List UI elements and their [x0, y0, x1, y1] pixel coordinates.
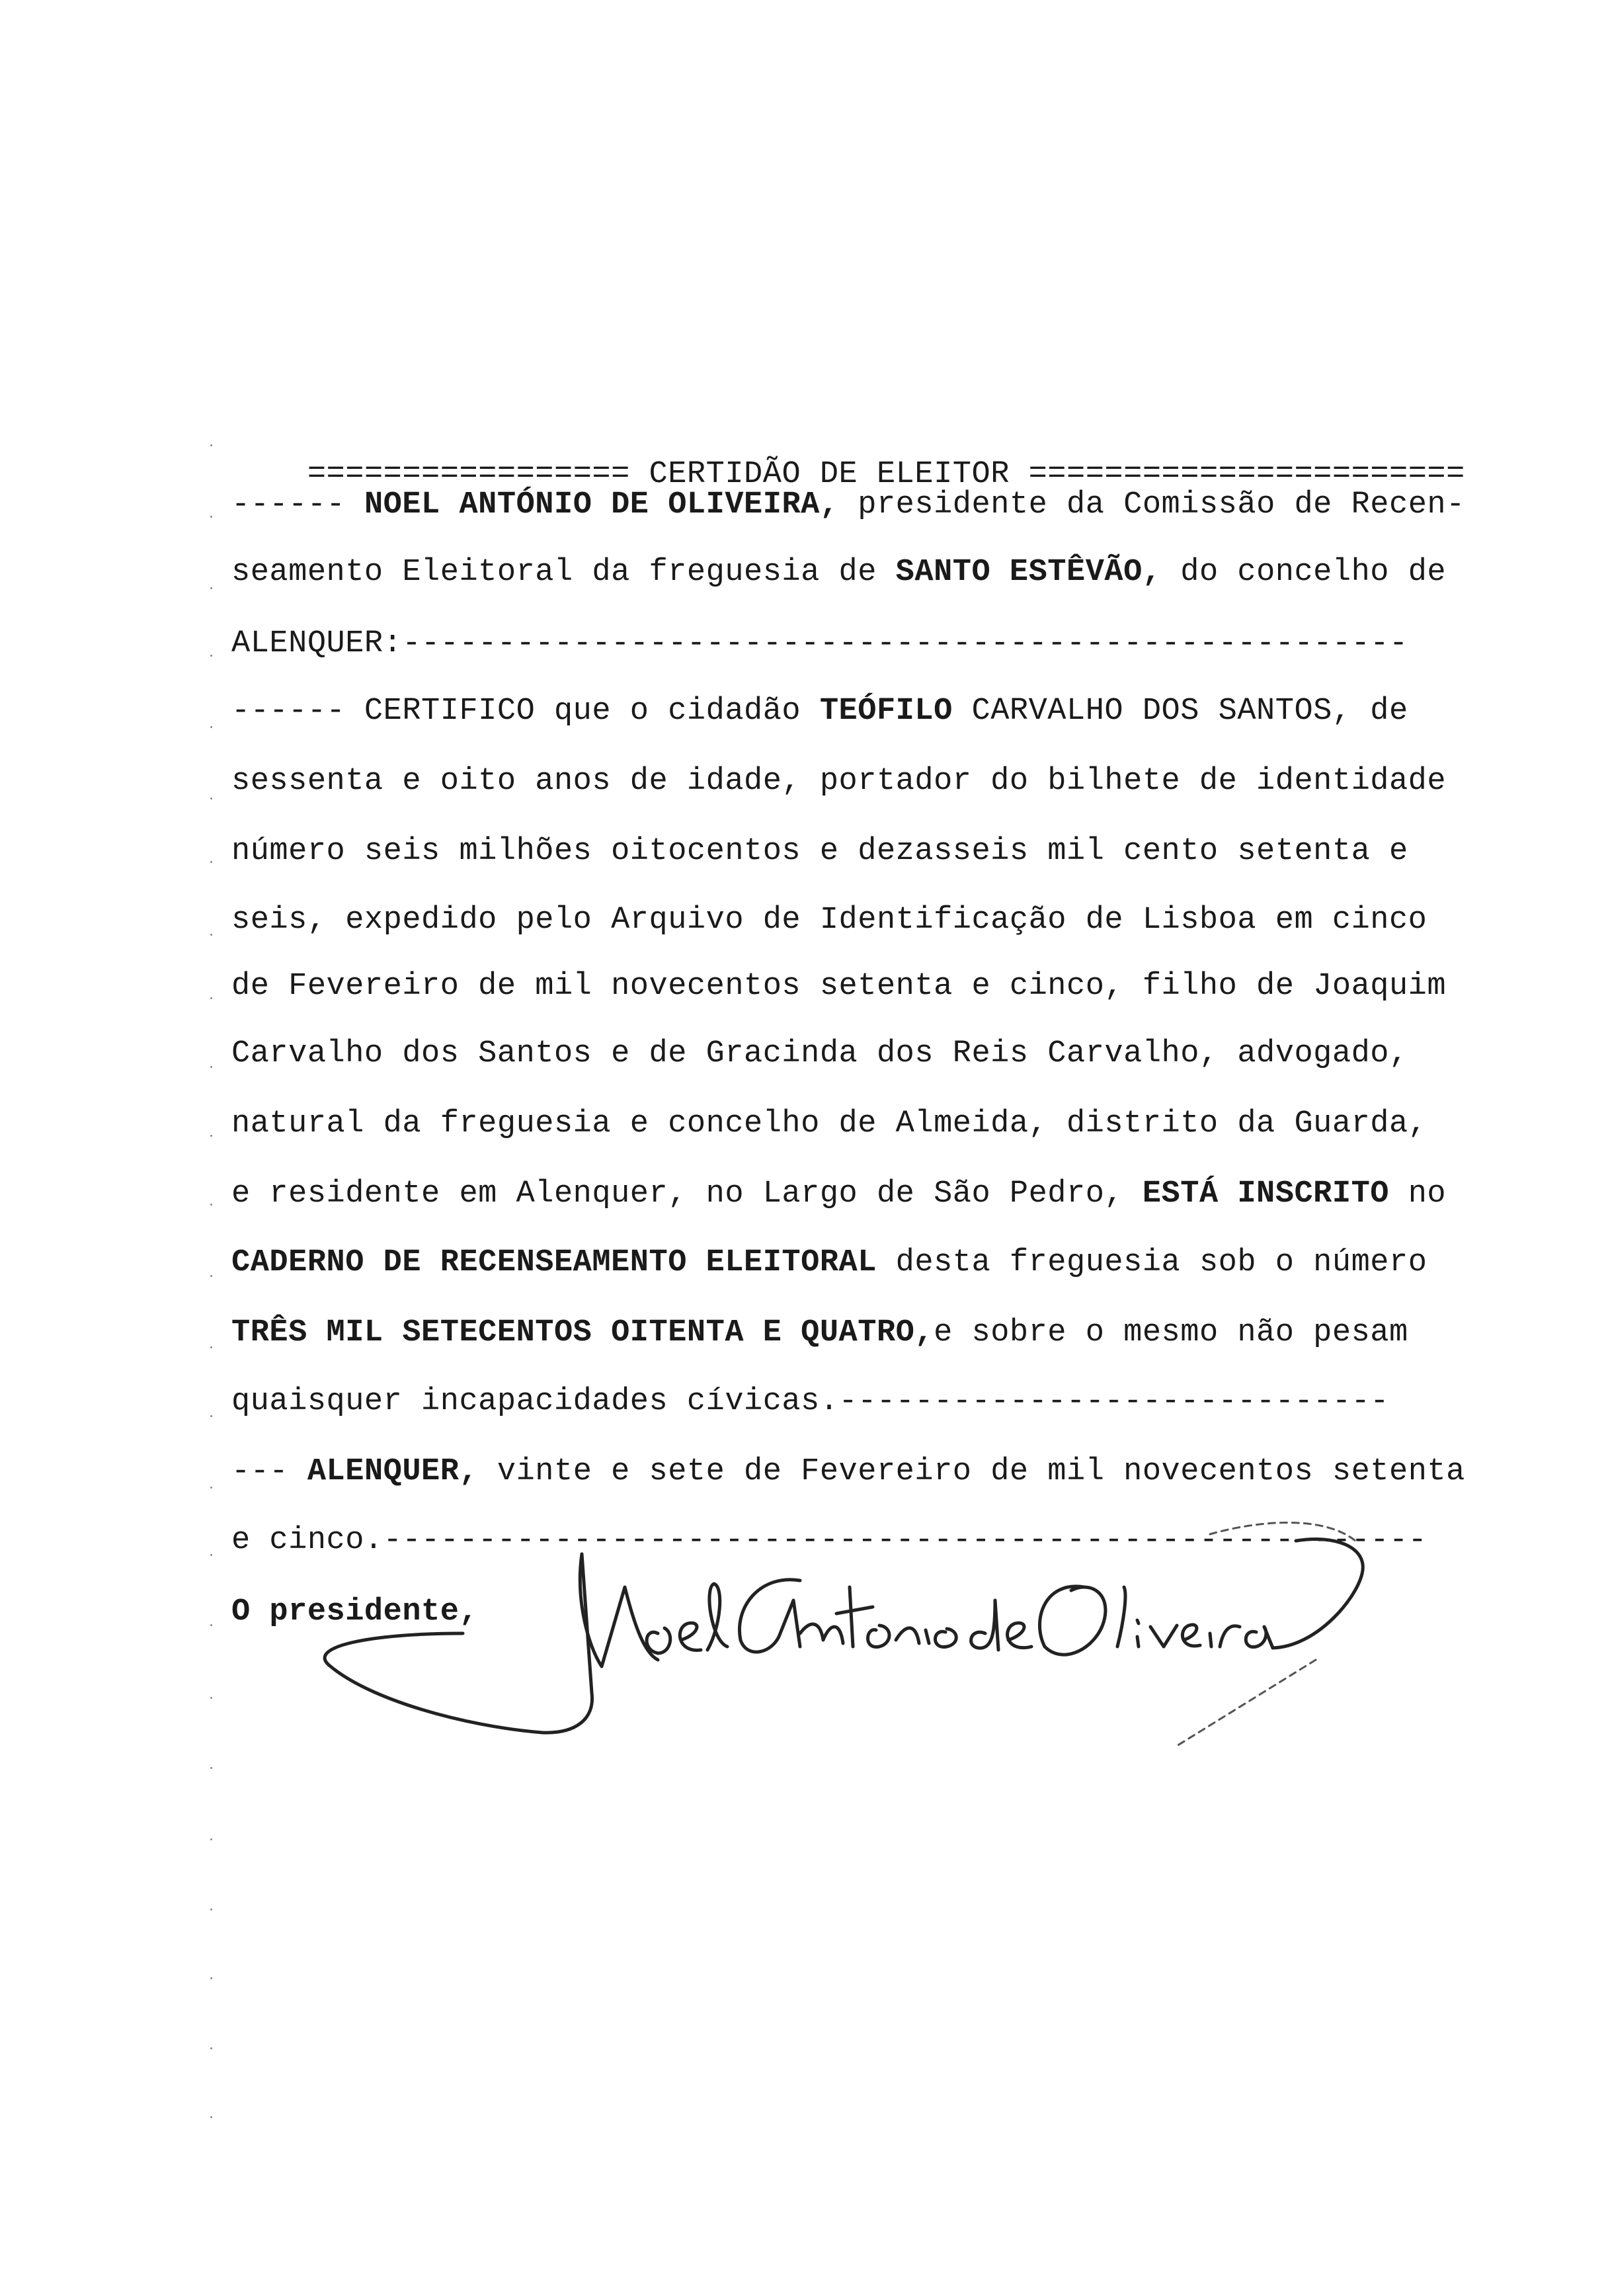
para1-line1-rest: presidente da Comissão de Recen-: [838, 487, 1465, 522]
para2-line8: [231, 1174, 1547, 1214]
register-name: CADERNO DE RECENSEAMENTO ELEITORAL: [231, 1245, 877, 1280]
para2-line11-text: quaisquer incapacidades cívicas.-----------------------------: [231, 1384, 1389, 1419]
lead-dashes: ------: [231, 487, 364, 522]
para2-line2: [231, 762, 1547, 801]
para2-line7-text: natural da freguesia e concelho de Almeida, distrito da Guarda,: [231, 1106, 1427, 1141]
para2-line6: [231, 1034, 1547, 1074]
signature-label-text: O presidente,: [231, 1594, 479, 1629]
para2-line5: [231, 967, 1547, 1006]
parish-name: SANTO ESTÊVÃO,: [895, 555, 1162, 590]
para2-line11: [231, 1382, 1547, 1422]
registered-status: ESTÁ INSCRITO: [1142, 1176, 1389, 1211]
para2-line9: [231, 1243, 1547, 1283]
para2-line7: [231, 1104, 1547, 1144]
place-name: ALENQUER,: [307, 1454, 479, 1489]
para2-line4: [231, 901, 1547, 940]
para1-line3: [231, 624, 1547, 664]
para2-line1-a: ------ CERTIFICO que o cidadão: [231, 694, 820, 729]
para2-line3: [231, 832, 1547, 872]
para2-line8-a: e residente em Alenquer, no Largo de São Pedro,: [231, 1176, 1143, 1211]
para2-line9-b: desta freguesia sob o número: [876, 1245, 1427, 1280]
para2-line10-b: e sobre o mesmo não pesam: [934, 1315, 1408, 1350]
para2-line2-text: sessenta e oito anos de idade, portador do bilhete de identidade: [231, 764, 1447, 799]
para1-line2: [231, 553, 1547, 593]
para3-line1-b: vinte e sete de Fevereiro de mil novecentos setenta: [478, 1454, 1465, 1489]
para1-line1: [231, 485, 1547, 525]
president-name: NOEL ANTÓNIO DE OLIVEIRA,: [364, 487, 839, 522]
para2-line1-b: CARVALHO DOS SANTOS, de: [952, 694, 1408, 729]
para1-line2-b: do concelho de: [1161, 555, 1447, 590]
register-number: TRÊS MIL SETECENTOS OITENTA E QUATRO,: [231, 1315, 934, 1350]
para3-line1: [231, 1452, 1547, 1492]
para2-line4-text: seis, expedido pelo Arquivo de Identificação de Lisboa em cinco: [231, 903, 1427, 938]
municipality-line: ALENQUER:-----------------------------------------------------: [231, 626, 1408, 661]
para2-line8-c: no: [1389, 1176, 1447, 1211]
para3-line2-text: e cinco.-------------------------------------------------------: [231, 1523, 1427, 1558]
para2-line10: [231, 1313, 1547, 1353]
citizen-first-name: TEÓFILO: [819, 694, 953, 729]
title-text: ================= CERTIDÃO DE ELEITOR =======================: [307, 457, 1465, 492]
para2-line1: [231, 692, 1547, 731]
para3-line1-a: ---: [231, 1454, 307, 1489]
signature-label: [231, 1592, 1547, 1632]
para2-line5-text: de Fevereiro de mil novecentos setenta e cinco, filho de Joaquim: [231, 969, 1447, 1004]
para2-line6-text: Carvalho dos Santos e de Gracinda dos Reis Carvalho, advogado,: [231, 1036, 1408, 1071]
para1-line2-a: seamento Eleitoral da freguesia de: [231, 555, 896, 590]
para3-line2: [231, 1521, 1547, 1561]
para2-line3-text: número seis milhões oitocentos e dezasseis mil cento setenta e: [231, 834, 1408, 869]
